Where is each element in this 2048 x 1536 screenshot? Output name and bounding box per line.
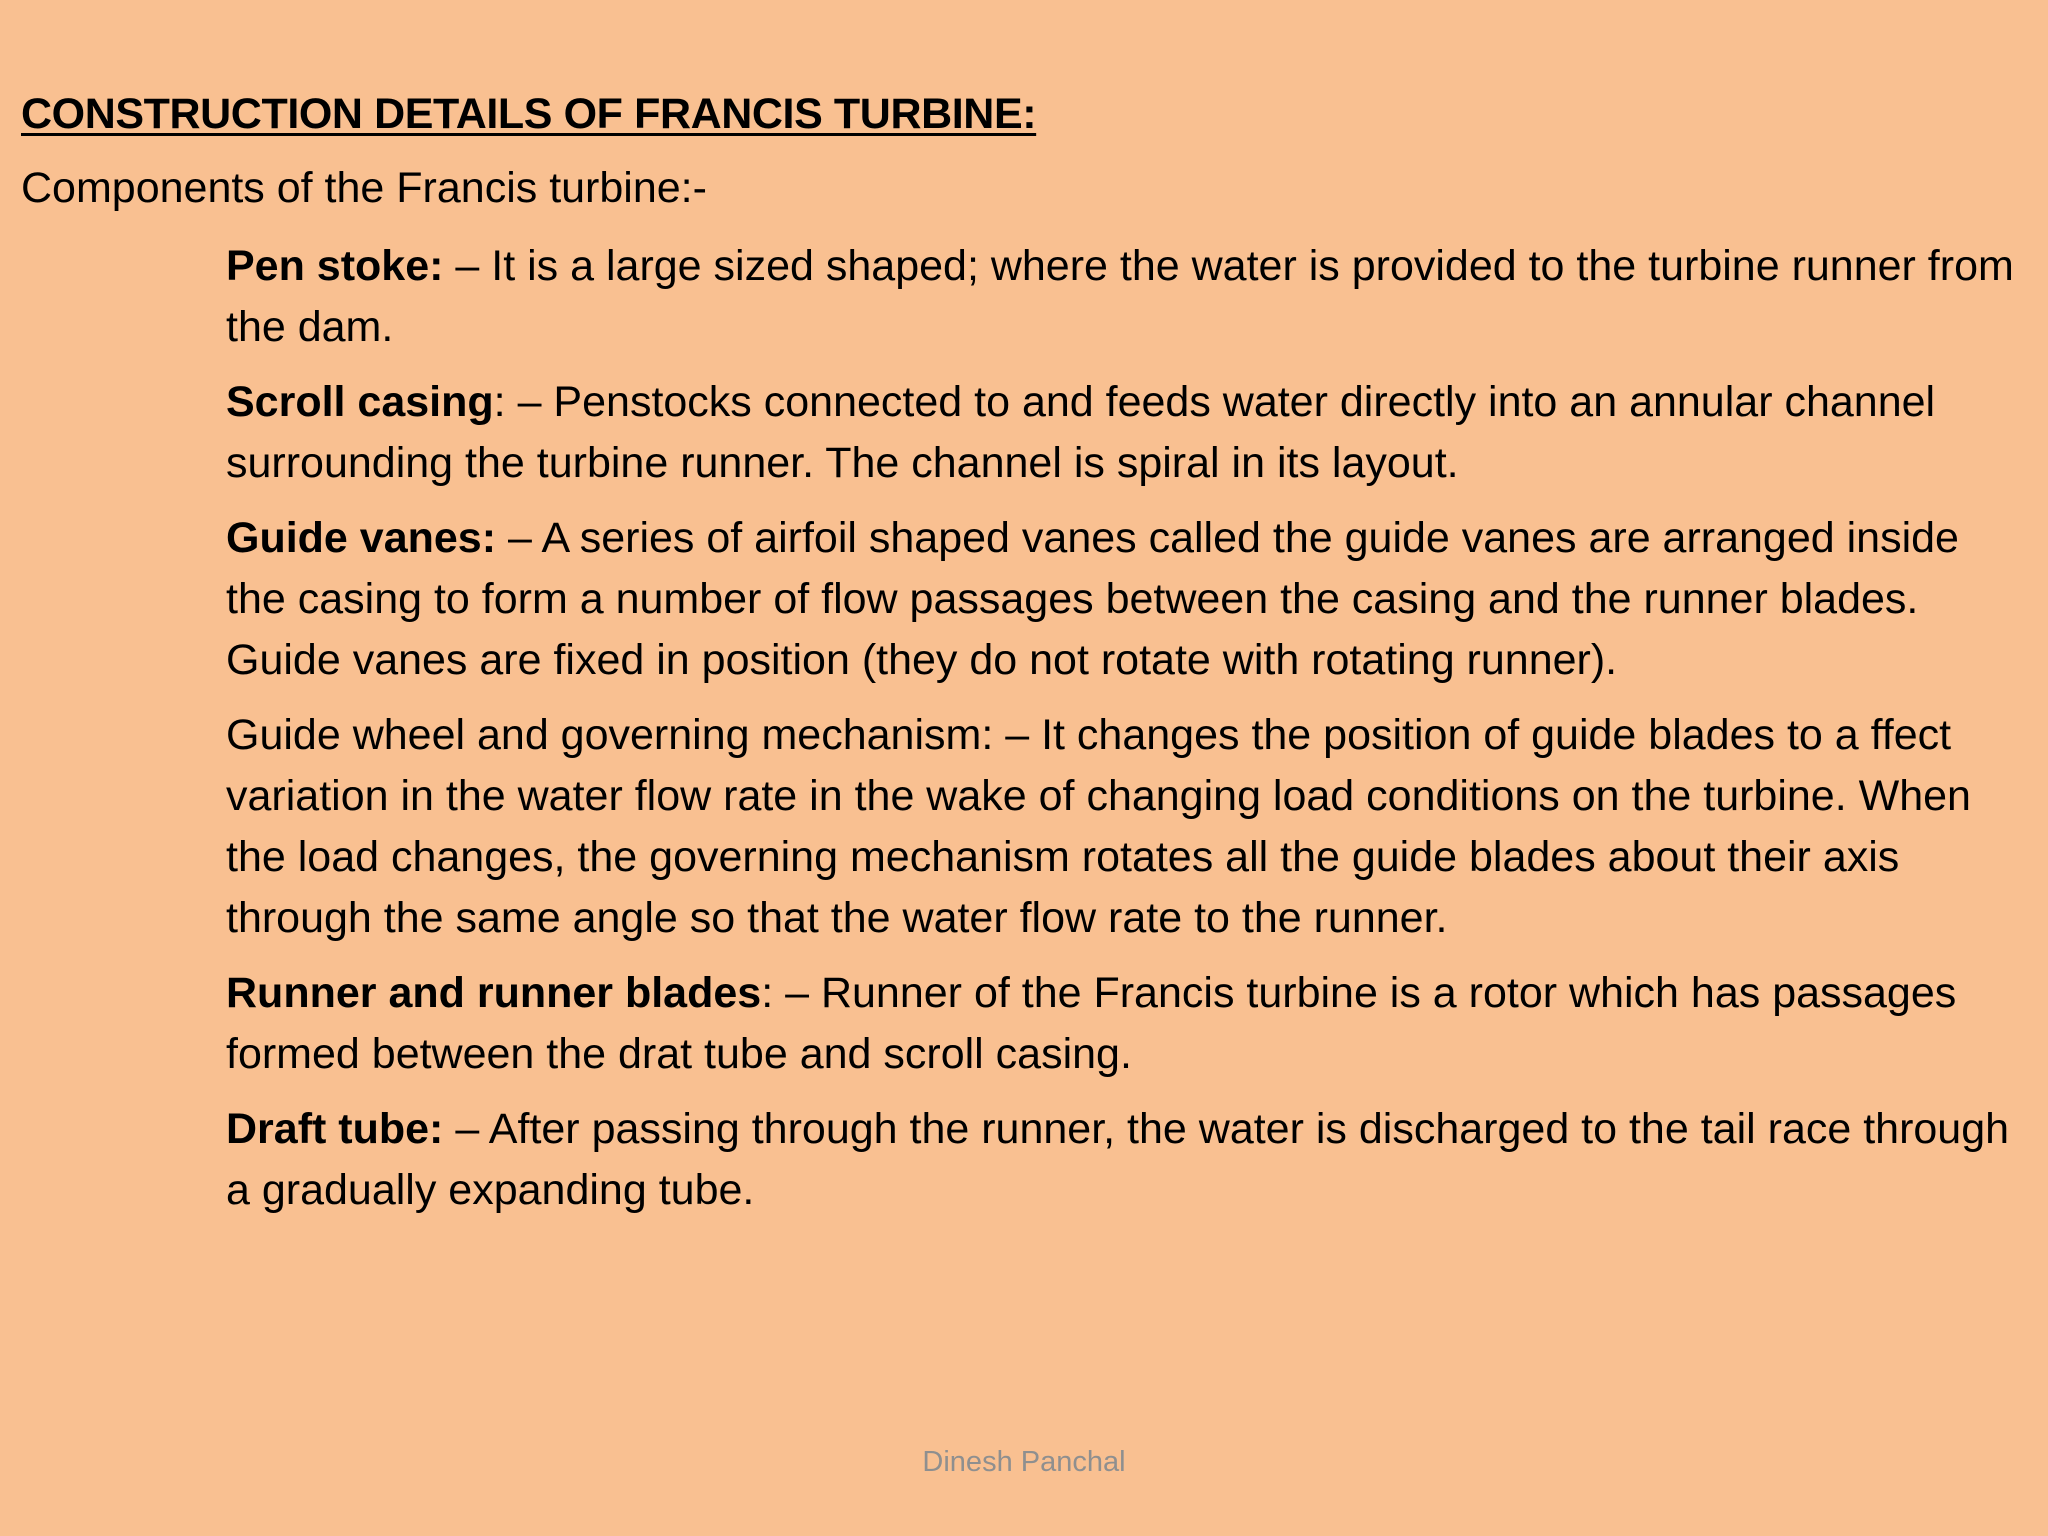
component-scroll-casing [226, 372, 2026, 494]
component-description: – Runner of the Francis turbine is a rotor which has passages formed between the drat tube and scroll casing. [226, 969, 1957, 1078]
component-description: – After passing through the runner, the water is discharged to the tail race through a gradually expanding tube. [226, 1105, 2010, 1214]
component-runner-blades [226, 963, 2026, 1085]
slide-subtitle: Components of the Francis turbine:- [21, 164, 707, 212]
component-separator: : [761, 969, 774, 1017]
component-draft-tube [226, 1099, 2026, 1221]
footer-author: Dinesh Panchal [922, 1446, 1126, 1478]
component-description: Guide wheel and governing mechanism: – It changes the position of guide blades to a ffect variation in the water flow rate in the wake of changing load conditions on the turbine. When the load changes, the governing mechanism rotates all the guide blades about their axis through the same angle so that the water flow rate to the runner. [226, 711, 1971, 942]
component-description: – Penstocks connected to and feeds water directly into an annular channel surrounding the turbine runner. The channel is spiral in its layout. [226, 378, 1936, 487]
component-term: Scroll casing [226, 378, 494, 426]
component-description: – It is a large sized shaped; where the water is provided to the turbine runner from the dam. [226, 242, 2014, 351]
component-guide-vanes [226, 508, 2026, 691]
component-description: – A series of airfoil shaped vanes called the guide vanes are arranged inside the casing to form a number of flow passages between the casing and the runner blades. Guide vanes are fixed in position (they do not rotate with rotating runner). [226, 514, 1959, 684]
component-term: Pen stoke: [226, 242, 444, 290]
component-term: Draft tube: [226, 1105, 444, 1153]
component-pen-stoke [226, 236, 2026, 358]
component-guide-wheel [226, 705, 2026, 949]
component-term: Guide vanes: [226, 514, 497, 562]
component-list [226, 236, 2026, 1235]
slide-title: CONSTRUCTION DETAILS OF FRANCIS TURBINE: [21, 90, 1037, 138]
component-term: Runner and runner blades [226, 969, 762, 1017]
component-separator: : [493, 378, 506, 426]
